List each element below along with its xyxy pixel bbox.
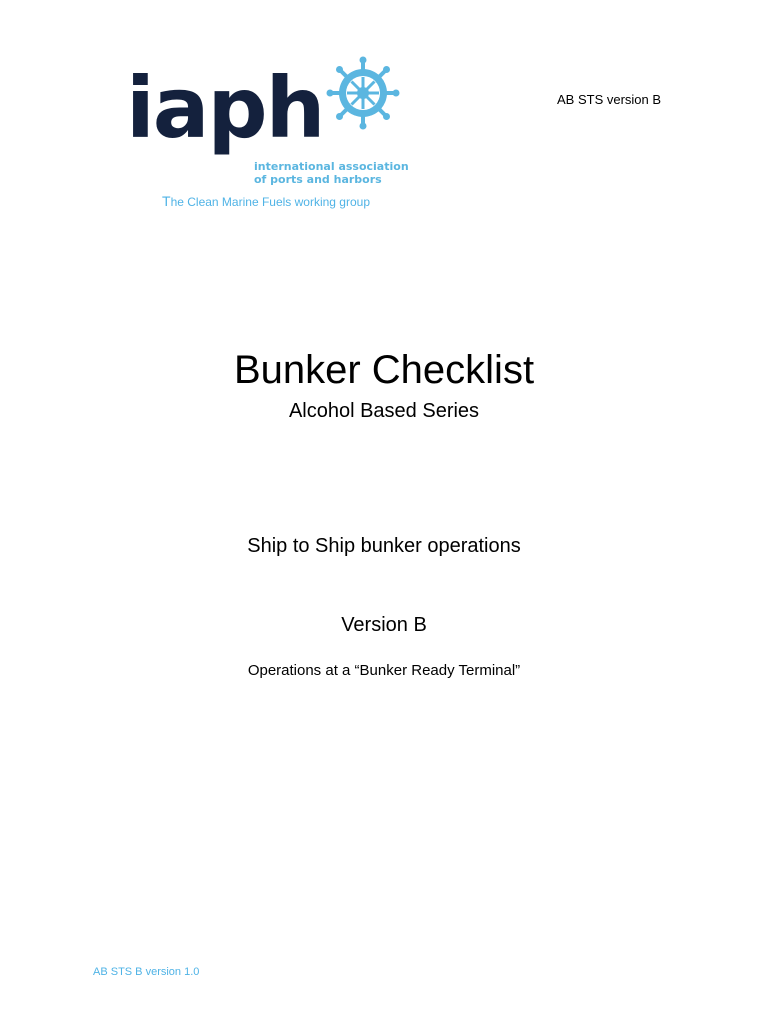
ship-wheel-icon	[322, 56, 404, 130]
working-group-text: he Clean Marine Fuels working group	[170, 195, 370, 209]
working-group-initial: T	[162, 193, 171, 209]
working-group-label	[162, 193, 370, 209]
header-version-label: AB STS version B	[557, 92, 662, 107]
logo-wordmark: iaph	[126, 59, 324, 157]
document-subtitle: Alcohol Based Series	[288, 400, 480, 422]
document-title: Bunker Checklist	[233, 348, 535, 392]
iaph-logo	[126, 56, 416, 216]
operations-heading: Ship to Ship bunker operations	[247, 535, 521, 557]
version-heading: Version B	[341, 614, 427, 636]
logo-tagline-line1: international association	[254, 160, 409, 173]
operations-note: Operations at a “Bunker Ready Terminal”	[247, 662, 521, 679]
footer-version: AB STS B version 1.0	[93, 966, 200, 978]
logo-tagline-line2: of ports and harbors	[254, 173, 382, 186]
logo-tagline	[254, 160, 409, 186]
